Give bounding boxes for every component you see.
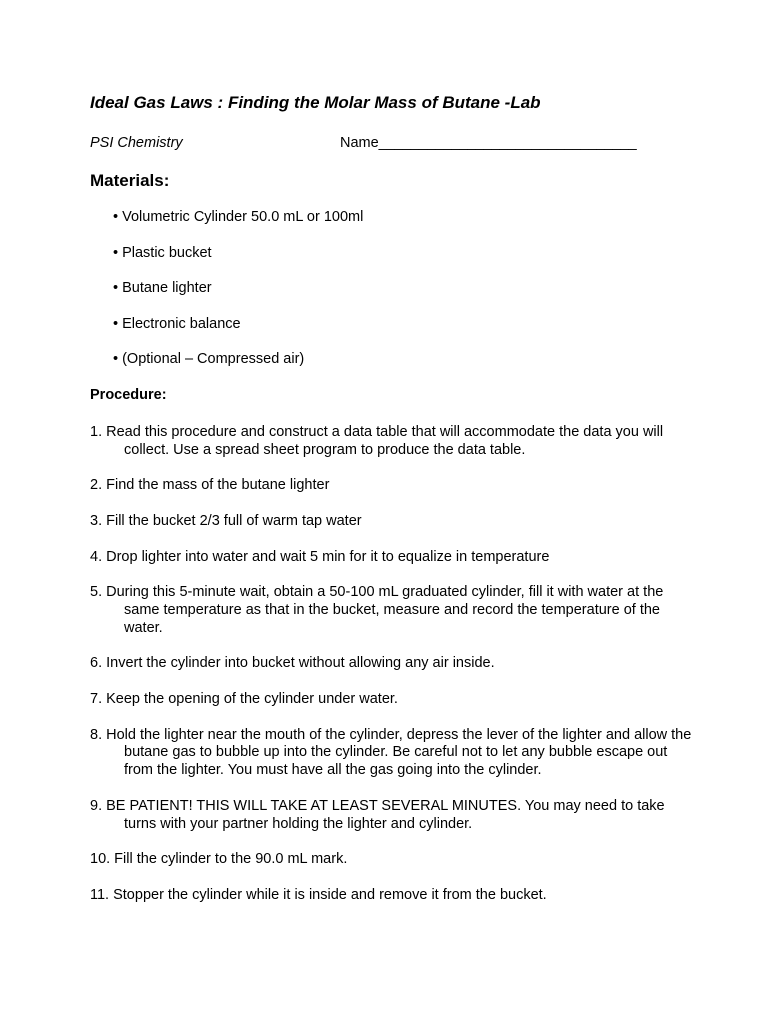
materials-heading: Materials:: [90, 171, 170, 190]
procedure-step: 1. Read this procedure and construct a data table that will accommodate the data you will collect. Use a spread sheet program to produce the data table.: [90, 424, 664, 458]
materials-item: • Volumetric Cylinder 50.0 mL or 100ml: [113, 209, 364, 225]
procedure-step: 11. Stopper the cylinder while it is inside and remove it from the bucket.: [90, 886, 547, 903]
procedure-step: 3. Fill the bucket 2/3 full of warm tap water: [90, 512, 362, 529]
procedure-step: 2. Find the mass of the butane lighter: [90, 477, 330, 494]
materials-item: • Plastic bucket: [113, 244, 212, 261]
procedure-heading: Procedure:: [90, 387, 167, 403]
course-label: PSI Chemistry: [90, 135, 183, 151]
procedure-step: 9. BE PATIENT! THIS WILL TAKE AT LEAST SEVERAL MINUTES. You may need to take turns with your partner holding the lighter and cylinder.: [90, 797, 665, 832]
materials-item: • Electronic balance: [113, 315, 241, 332]
document-title: Ideal Gas Laws : Finding the Molar Mass of Butane -Lab: [90, 93, 541, 112]
procedure-step: 5. During this 5-minute wait, obtain a 50-100 mL graduated cylinder, fill it with water at the same temperature as that in the bucket, measure and record the temperature of the water.: [90, 584, 664, 636]
materials-list: [113, 209, 363, 387]
name-line: Name________________________________: [340, 135, 637, 151]
materials-item: • Butane lighter: [113, 280, 212, 297]
procedure-step: 10. Fill the cylinder to the 90.0 mL mark.: [90, 851, 348, 868]
procedure-steps: [90, 424, 700, 922]
materials-item: • (Optional – Compressed air): [113, 351, 305, 368]
procedure-step: 7. Keep the opening of the cylinder under water.: [90, 690, 398, 707]
procedure-step: 4. Drop lighter into water and wait 5 min for it to equalize in temperature: [90, 548, 550, 565]
procedure-step: 8. Hold the lighter near the mouth of the cylinder, depress the lever of the lighter and allow the butane gas to bubble up into the cylinder. Be careful not to let any bubble escape out from the lighter. You must have all the gas going into the cylinder.: [90, 726, 692, 779]
procedure-step: 6. Invert the cylinder into bucket without allowing any air inside.: [90, 655, 495, 672]
